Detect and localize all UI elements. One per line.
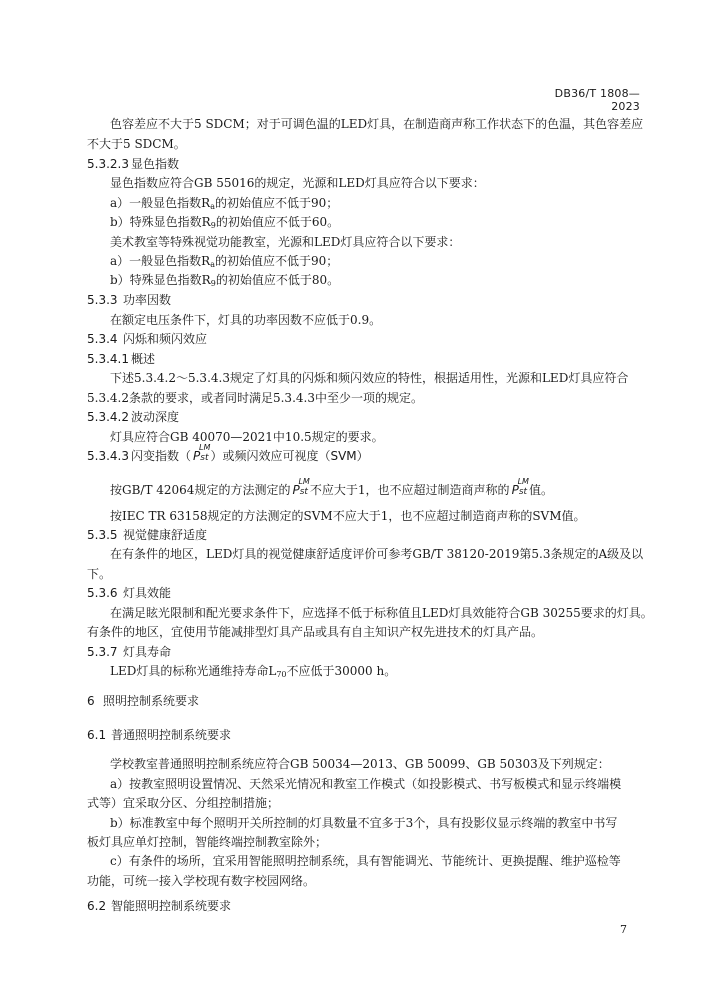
section-number: 6 <box>87 694 95 708</box>
section-number: 5.3.4.2 <box>87 410 129 424</box>
section-title: 闪烁和频闪效应 <box>123 332 208 346</box>
section-title: 概述 <box>131 352 156 366</box>
heading-5-3-4 <box>87 331 207 347</box>
section-number: 5.3.4.3 <box>87 449 129 463</box>
heading-5-3-5 <box>87 527 207 543</box>
section-title: 显色指数 <box>131 157 180 171</box>
section-number: 5.3.4.1 <box>87 352 129 366</box>
paragraph-line: 下述5.3.4.2～5.3.4.3规定了灯具的闪烁和频闪效应的特性，根据适用性，光源和LED灯具应符合 <box>110 371 629 385</box>
list-item-line: a）按教室照明设置情况、天然采光情况和教室工作模式（如投影模式、书写板模式和显示终端模 <box>110 777 622 791</box>
paragraph: LED灯具的标称光通维持寿命$L_{70}$不应低于30000 h。 <box>110 664 397 679</box>
heading-6 <box>87 693 199 709</box>
flicker-index-symbol: Pst LM <box>292 477 310 497</box>
heading-5-3-7 <box>87 644 171 660</box>
paragraph: 美术教室等特殊视觉功能教室，光源和LED灯具应符合以下要求： <box>110 235 461 249</box>
continuation-line-1: 色容差应不大于5 SDCM；对于可调色温的LED灯具，在制造商声称工作状态下的色温，其色容差应 <box>110 117 644 131</box>
heading-5-3-3 <box>87 292 171 308</box>
list-item-line: c）有条件的场所，宜采用智能照明控制系统，具有智能调光、节能统计、更换提醒、维护巡检等 <box>110 854 621 868</box>
heading-5-3-4-1 <box>87 351 155 367</box>
heading-5-3-4-2 <box>87 409 179 425</box>
paragraph: 显色指数应符合GB 55016的规定，光源和LED灯具应符合以下要求： <box>110 176 485 190</box>
section-title: 波动深度 <box>131 410 180 424</box>
section-title: 功率因数 <box>123 293 172 307</box>
section-number: 5.3.6 <box>87 586 118 600</box>
heading-5-3-6 <box>87 585 171 601</box>
section-number: 5.3.5 <box>87 528 118 542</box>
section-title: 灯具效能 <box>123 586 172 600</box>
section-number: 5.3.4 <box>87 332 118 346</box>
paragraph: 学校教室普通照明控制系统应符合GB 50034—2013、GB 50099、GB 50303及下列规定： <box>110 757 610 771</box>
heading-6-1 <box>87 727 231 743</box>
section-title: 智能照明控制系统要求 <box>111 899 232 913</box>
list-item: a）一般显色指数$R_a$的初始值应不低于90； <box>110 196 339 211</box>
list-item-line: 功能，可统一接入学校现有数字校园网络。 <box>87 874 316 888</box>
flicker-index-symbol: Pst LM <box>511 477 529 497</box>
paragraph: 灯具应符合GB 40070—2021中10.5规定的要求。 <box>110 430 384 444</box>
paragraph-line: 下。 <box>87 567 112 581</box>
paragraph: 在额定电压条件下，灯具的功率因数不应低于0.9。 <box>110 313 382 327</box>
list-item-line: b）标准教室中每个照明开关所控制的灯具数量不宜多于3个，具有投影仪显示终端的教室中书写 <box>110 816 618 830</box>
section-number: 5.3.3 <box>87 293 118 307</box>
flicker-index-symbol: Pst LM <box>193 443 211 463</box>
list-item-line: 板灯具应单灯控制，智能终端控制教室除外； <box>87 835 328 849</box>
standard-code-header: DB36/T 1808—2023 <box>554 87 640 113</box>
paragraph-line: 有条件的地区，宜使用节能减排型灯具产品或具有自主知识产权先进技术的灯具产品。 <box>87 625 544 639</box>
paragraph: 按IEC TR 63158规定的方法测定的SVM不应大于1，也不应超过制造商声称的SVM值。 <box>110 509 586 523</box>
paragraph-line: 5.3.4.2条款的要求，或者同时满足5.3.4.3中至少一项的规定。 <box>87 391 423 405</box>
heading-5-3-2-3 <box>87 156 179 172</box>
paragraph-line: 在满足眩光限制和配光要求条件下，应选择不低于标称值且LED灯具效能符合GB 30255要求的灯具。 <box>110 606 653 620</box>
list-item: a）一般显色指数$R_a$的初始值应不低于90； <box>110 254 339 269</box>
continuation-line-2: 不大于5 SDCM。 <box>87 137 186 151</box>
section-number: 5.3.7 <box>87 645 118 659</box>
list-item: b）特殊显色指数$R_9$的初始值应不低于80。 <box>110 273 340 288</box>
heading-5-3-4-3: 5.3.4.3 闪变指数（ Pst LM ）或频闪效应可视度（SVM） <box>87 446 369 468</box>
section-title: 普通照明控制系统要求 <box>111 728 232 742</box>
section-number: 5.3.2.3 <box>87 157 129 171</box>
list-item-line: 式等）宜采取分区、分组控制措施； <box>87 796 280 810</box>
section-number: 6.2 <box>87 899 107 913</box>
section-title: 灯具寿命 <box>123 645 172 659</box>
section-number: 6.1 <box>87 728 107 742</box>
list-item: b）特殊显色指数$R_9$的初始值应不低于60。 <box>110 215 340 230</box>
paragraph-line: 在有条件的地区，LED灯具的视觉健康舒适度评价可参考GB/T 38120-2019第5.3条规定的A级及以 <box>110 547 644 561</box>
heading-6-2 <box>87 898 231 914</box>
section-title: 照明控制系统要求 <box>103 694 200 708</box>
page-number: 7 <box>620 923 627 936</box>
section-title: 视觉健康舒适度 <box>123 528 208 542</box>
paragraph: 按GB/T 42064规定的方法测定的 Pst LM 不应大于1，也不应超过制造商声称的 Pst LM 值。 <box>110 480 553 502</box>
